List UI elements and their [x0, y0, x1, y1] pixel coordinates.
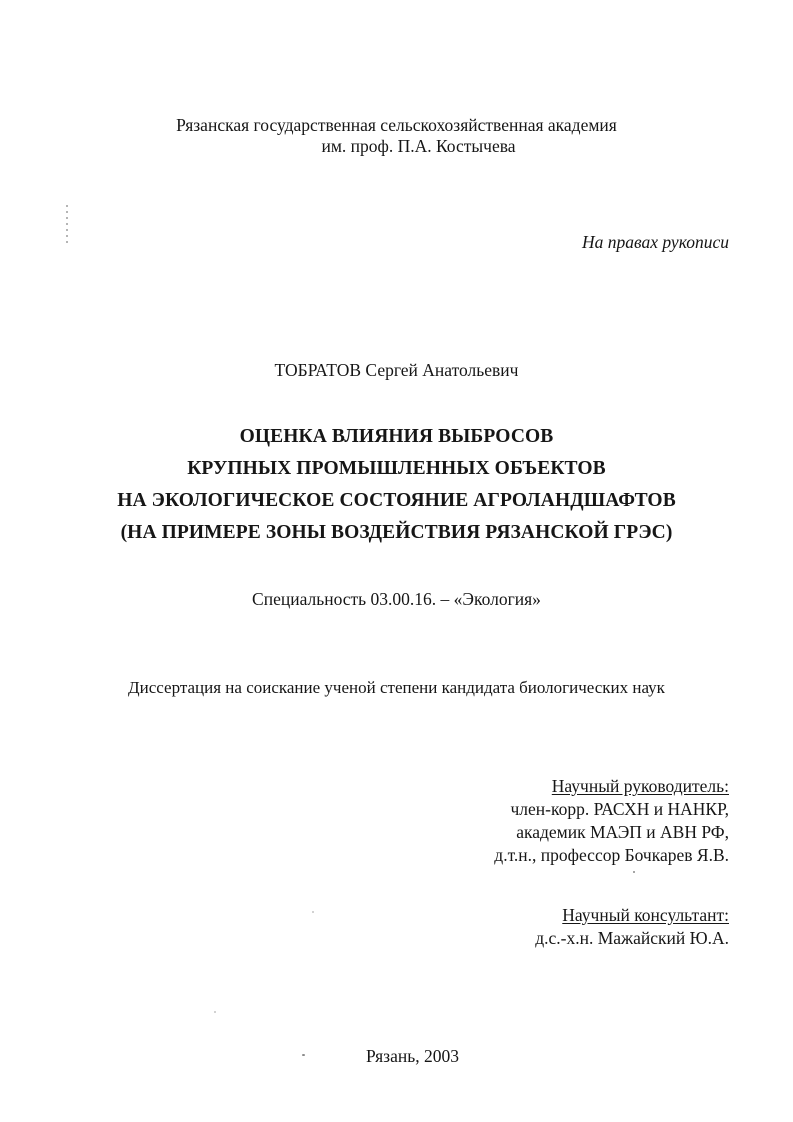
- supervisor-line-1: член-корр. РАСХН и НАНКР,: [510, 799, 729, 819]
- title-line-4: (НА ПРИМЕРЕ ЗОНЫ ВОЗДЕЙСТВИЯ РЯЗАНСКОЙ ГРЭС): [120, 522, 673, 543]
- consultant-line: д.с.-х.н. Мажайский Ю.А.: [535, 928, 729, 948]
- author-name: ТОБРАТОВ Сергей Анатольевич: [274, 360, 519, 380]
- consultant-label: Научный консультант:: [562, 905, 729, 925]
- place-and-year: Рязань, 2003: [366, 1046, 459, 1066]
- institution-line-2: им. проф. П.А. Костычева: [321, 136, 516, 156]
- manuscript-rights-note: На правах рукописи: [582, 232, 729, 252]
- scan-speck: [214, 1011, 216, 1013]
- title-line-1: ОЦЕНКА ВЛИЯНИЯ ВЫБРОСОВ: [239, 426, 554, 447]
- title-line-3: НА ЭКОЛОГИЧЕСКОЕ СОСТОЯНИЕ АГРОЛАНДШАФТОВ: [117, 490, 676, 511]
- scan-margin-marks: [66, 205, 68, 247]
- supervisor-line-3: д.т.н., профессор Бочкарев Я.В.: [494, 845, 729, 865]
- institution-line-1: Рязанская государственная сельскохозяйственная академия: [176, 115, 617, 135]
- scan-speck: [302, 1054, 305, 1056]
- degree-statement: Диссертация на соискание ученой степени кандидата биологических наук: [128, 678, 665, 697]
- title-line-2: КРУПНЫХ ПРОМЫШЛЕННЫХ ОБЪЕКТОВ: [187, 458, 606, 479]
- supervisor-line-2: академик МАЭП и АВН РФ,: [516, 822, 729, 842]
- specialty: Специальность 03.00.16. – «Экология»: [252, 589, 541, 609]
- scan-speck: [312, 911, 314, 913]
- scan-speck: [633, 871, 635, 873]
- supervisor-label: Научный руководитель:: [551, 776, 729, 796]
